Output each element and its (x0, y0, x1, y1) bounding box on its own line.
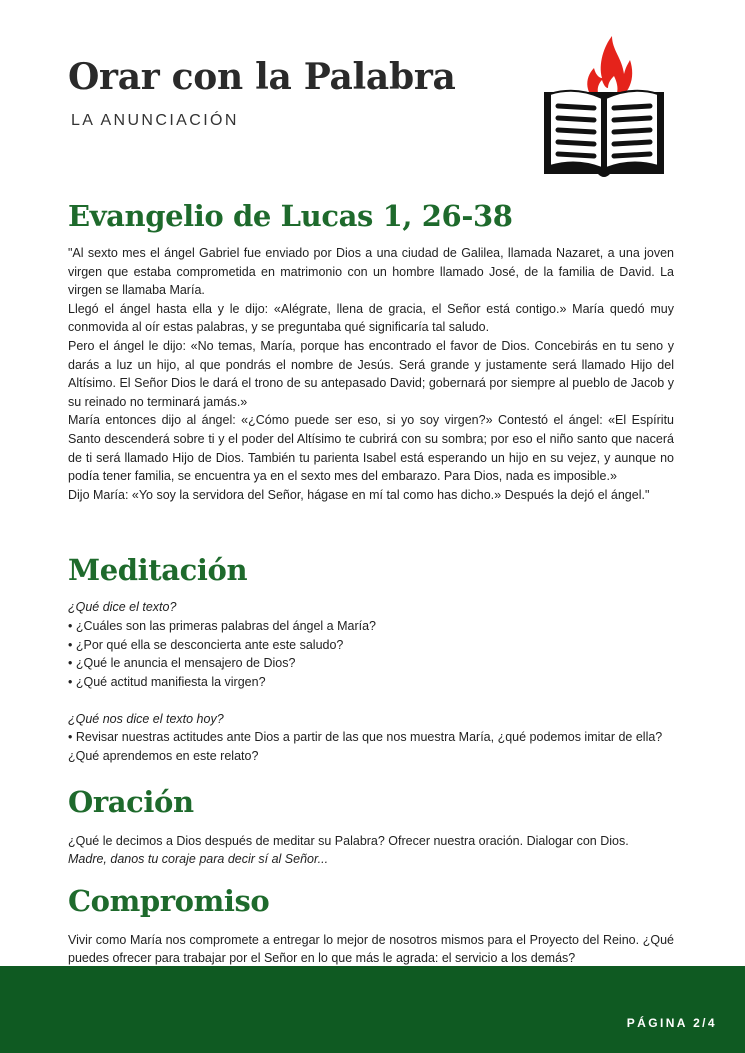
gospel-paragraph: Llegó el ángel hasta ella y le dijo: «Alégrate, llena de gracia, el Señor está contigo.» María quedó muy conmovida al oír estas palabras, y se preguntaba qué significaría tal saludo. (68, 301, 674, 335)
open-bible-flame-icon (540, 34, 668, 180)
oracion-heading: Oración (68, 784, 194, 819)
oracion-prayer: Madre, danos tu coraje para decir sí al Señor... (68, 852, 329, 867)
gospel-paragraph: Pero el ángel le dijo: «No temas, María, porque has encontrado el favor de Dios. Concebirás en tu seno y darás a luz un hijo, al que pondrás el nombre de Jesús. Será grande y justamente será llamado Hijo del Altísimo. El Señor Dios le dará el trono de su antepasado David; gobernará por siempre al pueblo de Jacob y su reinado no terminará jamás.» (68, 338, 674, 409)
gospel-paragraph: Dijo María: «Yo soy la servidora del Señor, hágase en mí tal como has dicho.» Después la dejó el ángel." (68, 487, 650, 502)
question-item: • Revisar nuestras actitudes ante Dios a partir de las que nos muestra María, ¿qué podemos imitar de ella? ¿Qué aprendemos en este relato? (68, 730, 663, 764)
gospel-heading: Evangelio de Lucas 1, 26-38 (68, 199, 513, 233)
gospel-text (68, 244, 674, 504)
question-heading: ¿Qué nos dice el texto hoy? (68, 711, 224, 726)
meditacion-heading: Meditación (68, 553, 248, 588)
compromiso-text: Vivir como María nos compromete a entregar lo mejor de nosotros mismos para el Proyecto del Reino. ¿Qué puedes ofrecer para trabajar por el Señor en lo que más le agrada: el servicio a los demás? (68, 932, 674, 966)
compromiso-body (68, 931, 674, 968)
compromiso-heading: Compromiso (68, 883, 270, 918)
question-item: • ¿Cuáles son las primeras palabras del ángel a María? (68, 618, 377, 633)
page-number: PÁGINA 2/4 (626, 1016, 717, 1030)
footer-bar (0, 966, 745, 1053)
document-title: Orar con la Palabra (68, 56, 456, 98)
question-item: • ¿Por qué ella se desconcierta ante este saludo? (68, 637, 344, 652)
main-content (68, 196, 674, 968)
question-heading: ¿Qué dice el texto? (68, 600, 177, 615)
gospel-paragraph: "Al sexto mes el ángel Gabriel fue enviado por Dios a una ciudad de Galilea, llamada Nazaret, a una joven virgen que estaba comprometida en matrimonio con un hombre llamado José, de la familia de David. La virgen se llamaba María. (68, 246, 674, 298)
document-subtitle: LA ANUNCIACIÓN (71, 112, 239, 129)
question-item: • ¿Qué actitud manifiesta la virgen? (68, 674, 266, 689)
oracion-body (68, 832, 674, 869)
oracion-text: ¿Qué le decimos a Dios después de meditar su Palabra? Ofrecer nuestra oración. Dialogar con Dios. (68, 833, 629, 848)
meditacion-body (68, 598, 674, 765)
gospel-paragraph: María entonces dijo al ángel: «¿Cómo puede ser eso, si yo soy virgen?» Contestó el ángel: «El Espíritu Santo descenderá sobre ti y el poder del Altísimo te cubrirá con su sombra; por eso el niño santo que nacerá de ti será llamado Hijo de Dios. También tu parienta Isabel está esperando un hijo en su vejez, y aunque no podía tener familia, se encuentra ya en el sexto mes del embarazo. Para Dios, nada es imposible.» (68, 413, 674, 484)
question-item: • ¿Qué le anuncia el mensajero de Dios? (68, 656, 296, 671)
